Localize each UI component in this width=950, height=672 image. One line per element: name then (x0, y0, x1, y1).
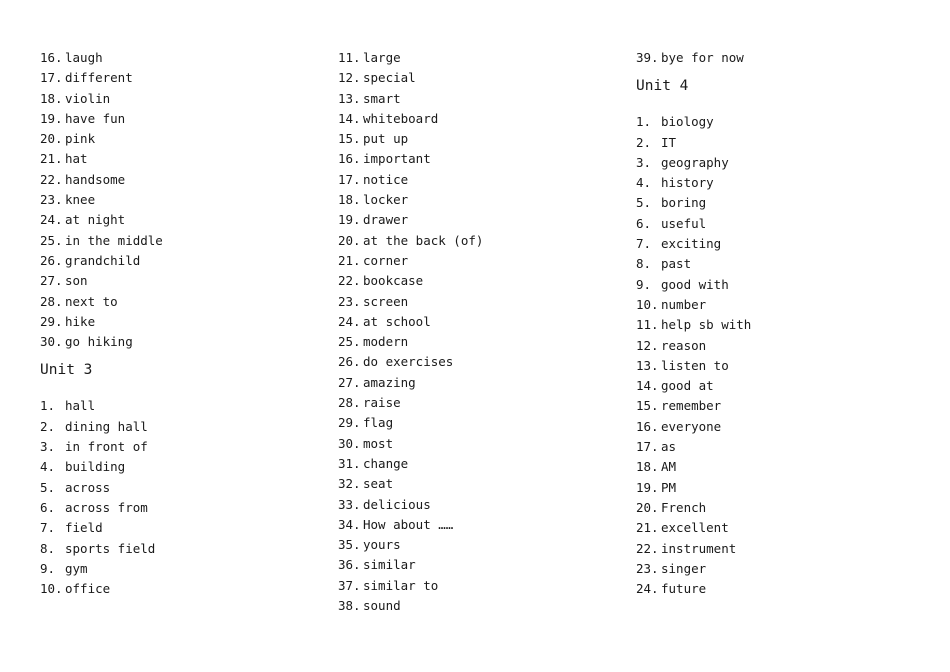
vocab-item (40, 210, 310, 230)
vocab-item (338, 89, 608, 109)
item-word: screen (363, 293, 409, 309)
vocab-item (636, 315, 926, 335)
item-number: 5. (636, 195, 652, 211)
item-word: help sb with (661, 317, 752, 333)
item-number: 5. (40, 479, 56, 495)
item-word: good at (661, 378, 714, 394)
item-number: 20. (636, 499, 659, 515)
item-word: future (661, 581, 707, 597)
item-word: across (65, 479, 111, 495)
item-word: remember (661, 398, 722, 414)
vocab-item (338, 373, 608, 393)
item-word: delicious (363, 496, 431, 512)
item-number: 2. (40, 418, 56, 434)
vocab-item (40, 271, 310, 291)
item-word: hike (65, 313, 96, 329)
vocab-item (636, 336, 926, 356)
vocab-item (40, 478, 310, 498)
item-word: different (65, 70, 133, 86)
item-number: 4. (40, 459, 56, 475)
vocab-item (338, 454, 608, 474)
vocab-item (40, 89, 310, 109)
item-number: 8. (40, 540, 56, 556)
item-number: 3. (40, 439, 56, 455)
item-word: geography (661, 154, 729, 170)
item-number: 36. (338, 557, 361, 573)
item-word: violin (65, 90, 111, 106)
item-number: 17. (636, 439, 659, 455)
item-word: number (661, 296, 707, 312)
vocab-item (338, 48, 608, 68)
item-number: 31. (338, 455, 361, 471)
item-word: similar (363, 557, 416, 573)
vocab-item (40, 312, 310, 332)
item-word: yours (363, 537, 401, 553)
item-number: 16. (636, 418, 659, 434)
vocabulary-column-1 (40, 48, 310, 599)
item-word: next to (65, 293, 118, 309)
item-number: 27. (40, 273, 63, 289)
item-word: go hiking (65, 334, 133, 350)
vocab-item (338, 332, 608, 352)
item-word: bye for now (661, 50, 744, 65)
item-word: laugh (65, 50, 103, 65)
unit-heading: Unit 3 (40, 362, 93, 379)
item-number: 24. (636, 581, 659, 597)
item-word: useful (661, 215, 707, 231)
vocab-item (338, 190, 608, 210)
item-word: pink (65, 131, 96, 147)
item-word: PM (661, 479, 677, 495)
vocab-item (636, 112, 926, 132)
vocab-item (636, 478, 926, 498)
item-word: at the back (of) (363, 232, 484, 248)
item-word: do exercises (363, 354, 454, 370)
item-number: 14. (338, 110, 361, 126)
vocab-item (40, 396, 310, 416)
item-number: 30. (40, 334, 63, 350)
item-number: 13. (636, 357, 659, 373)
vocab-item (636, 295, 926, 315)
item-number: 24. (338, 313, 361, 329)
item-word: gym (65, 560, 88, 576)
item-number: 1. (40, 398, 56, 414)
item-number: 16. (338, 151, 361, 167)
item-number: 22. (636, 540, 659, 556)
vocab-item (40, 251, 310, 271)
item-word: modern (363, 334, 409, 350)
vocab-item (636, 498, 926, 518)
item-number: 19. (40, 110, 63, 126)
item-word: have fun (65, 110, 126, 126)
vocab-item (338, 352, 608, 372)
vocab-item (338, 129, 608, 149)
item-number: 34. (338, 516, 361, 532)
item-word: seat (363, 476, 394, 492)
item-word: at school (363, 313, 431, 329)
item-word: grandchild (65, 252, 141, 268)
item-number: 2. (636, 134, 652, 150)
item-number: 25. (338, 334, 361, 350)
vocab-item (636, 254, 926, 274)
item-word: good with (661, 276, 729, 292)
vocab-item (338, 210, 608, 230)
item-word: office (65, 581, 111, 597)
item-word: exciting (661, 236, 722, 252)
vocabulary-column-3 (636, 48, 926, 599)
item-number: 35. (338, 537, 361, 553)
item-word: history (661, 175, 714, 191)
item-number: 7. (40, 520, 56, 536)
item-number: 21. (40, 151, 63, 167)
vocab-item (40, 129, 310, 149)
item-number: 39. (636, 50, 659, 65)
item-word: amazing (363, 374, 416, 390)
item-number: 29. (338, 415, 361, 431)
vocab-item (636, 559, 926, 579)
item-word: most (363, 435, 394, 451)
item-number: 13. (338, 90, 361, 106)
item-word: as (661, 439, 677, 455)
vocab-item (636, 48, 926, 68)
item-number: 7. (636, 236, 652, 252)
item-word: at night (65, 212, 126, 228)
vocab-item (40, 437, 310, 457)
vocab-item (40, 149, 310, 169)
item-number: 29. (40, 313, 63, 329)
vocab-item (636, 417, 926, 437)
item-word: in the middle (65, 232, 163, 248)
item-word: son (65, 273, 88, 289)
vocab-item (40, 170, 310, 190)
item-number: 26. (338, 354, 361, 370)
vocabulary-column-2 (338, 48, 608, 616)
vocab-item (636, 518, 926, 538)
item-number: 12. (338, 70, 361, 86)
vocab-item (40, 559, 310, 579)
item-word: similar to (363, 577, 439, 593)
item-number: 21. (636, 520, 659, 536)
item-number: 16. (40, 50, 63, 65)
vocab-item (40, 579, 310, 599)
item-word: past (661, 256, 692, 272)
item-word: building (65, 459, 126, 475)
item-number: 4. (636, 175, 652, 191)
item-word: notice (363, 171, 409, 187)
item-word: excellent (661, 520, 729, 536)
vocab-item (338, 555, 608, 575)
item-number: 18. (338, 192, 361, 208)
item-word: listen to (661, 357, 729, 373)
item-number: 6. (636, 215, 652, 231)
item-word: IT (661, 134, 677, 150)
item-word: sound (363, 598, 401, 614)
vocab-item (338, 515, 608, 535)
vocab-item (338, 596, 608, 616)
vocab-item (40, 457, 310, 477)
vocab-item (338, 495, 608, 515)
vocab-item (40, 292, 310, 312)
vocab-item (338, 393, 608, 413)
vocab-item (338, 434, 608, 454)
vocab-item (636, 376, 926, 396)
item-number: 18. (636, 459, 659, 475)
vocab-item (40, 539, 310, 559)
vocab-item (338, 231, 608, 251)
item-word: drawer (363, 212, 409, 228)
item-number: 22. (338, 273, 361, 289)
item-word: dining hall (65, 418, 148, 434)
item-number: 10. (636, 296, 659, 312)
item-word: reason (661, 337, 707, 353)
item-word: biology (661, 114, 714, 130)
item-word: smart (363, 90, 401, 106)
item-number: 15. (636, 398, 659, 414)
item-number: 32. (338, 476, 361, 492)
vocab-item (338, 68, 608, 88)
vocab-item (40, 417, 310, 437)
item-number: 17. (40, 70, 63, 86)
item-number: 20. (338, 232, 361, 248)
item-number: 9. (40, 560, 56, 576)
item-word: hall (65, 398, 96, 414)
item-word: locker (363, 192, 409, 208)
item-word: whiteboard (363, 110, 439, 126)
item-word: hat (65, 151, 88, 167)
item-word: special (363, 70, 416, 86)
vocab-item (40, 498, 310, 518)
item-number: 24. (40, 212, 63, 228)
vocab-item (40, 68, 310, 88)
vocab-item (636, 234, 926, 254)
item-number: 28. (40, 293, 63, 309)
item-number: 19. (338, 212, 361, 228)
item-number: 23. (636, 560, 659, 576)
item-number: 27. (338, 374, 361, 390)
item-number: 18. (40, 90, 63, 106)
vocab-item (338, 271, 608, 291)
vocab-item (40, 190, 310, 210)
item-number: 10. (40, 581, 63, 597)
item-number: 20. (40, 131, 63, 147)
vocab-item (636, 437, 926, 457)
vocab-item (636, 193, 926, 213)
item-number: 26. (40, 252, 63, 268)
item-number: 8. (636, 256, 652, 272)
vocab-item (338, 535, 608, 555)
item-word: boring (661, 195, 707, 211)
item-number: 28. (338, 395, 361, 411)
item-number: 37. (338, 577, 361, 593)
item-number: 3. (636, 154, 652, 170)
item-word: handsome (65, 171, 126, 187)
vocab-item (40, 109, 310, 129)
item-number: 11. (636, 317, 659, 333)
item-number: 17. (338, 171, 361, 187)
item-word: singer (661, 560, 707, 576)
item-word: How about …… (363, 516, 454, 532)
vocab-item (636, 275, 926, 295)
vocab-item (338, 170, 608, 190)
vocab-item (338, 109, 608, 129)
item-number: 25. (40, 232, 63, 248)
item-number: 12. (636, 337, 659, 353)
item-number: 33. (338, 496, 361, 512)
item-word: across from (65, 499, 148, 515)
item-number: 14. (636, 378, 659, 394)
vocab-item (40, 518, 310, 538)
vocab-item (636, 579, 926, 599)
item-number: 11. (338, 50, 361, 65)
item-word: field (65, 520, 103, 536)
item-number: 15. (338, 131, 361, 147)
item-word: important (363, 151, 431, 167)
item-number: 9. (636, 276, 652, 292)
vocab-item (338, 251, 608, 271)
vocab-item (636, 173, 926, 193)
vocab-item (338, 292, 608, 312)
item-word: bookcase (363, 273, 424, 289)
item-number: 23. (40, 192, 63, 208)
vocab-item (636, 457, 926, 477)
item-word: large (363, 50, 401, 65)
item-word: put up (363, 131, 409, 147)
item-word: change (363, 455, 409, 471)
item-word: instrument (661, 540, 737, 556)
item-word: French (661, 499, 707, 515)
vocab-item (40, 48, 310, 68)
item-number: 1. (636, 114, 652, 130)
item-number: 30. (338, 435, 361, 451)
vocab-item (338, 312, 608, 332)
vocab-item (338, 413, 608, 433)
item-word: knee (65, 192, 96, 208)
item-number: 38. (338, 598, 361, 614)
vocab-item (636, 133, 926, 153)
item-word: corner (363, 252, 409, 268)
item-number: 23. (338, 293, 361, 309)
item-number: 22. (40, 171, 63, 187)
vocab-item (40, 231, 310, 251)
vocab-item (636, 539, 926, 559)
item-word: flag (363, 415, 394, 431)
vocab-item (338, 149, 608, 169)
item-number: 21. (338, 252, 361, 268)
item-word: everyone (661, 418, 722, 434)
item-word: sports field (65, 540, 156, 556)
item-number: 19. (636, 479, 659, 495)
vocab-item (636, 153, 926, 173)
vocab-item (338, 576, 608, 596)
item-word: raise (363, 395, 401, 411)
vocab-item (40, 332, 310, 352)
vocab-item (338, 474, 608, 494)
item-number: 6. (40, 499, 56, 515)
item-word: AM (661, 459, 677, 475)
item-word: in front of (65, 439, 148, 455)
vocab-item (636, 356, 926, 376)
vocab-item (636, 214, 926, 234)
vocab-item (636, 396, 926, 416)
unit-heading: Unit 4 (636, 78, 689, 95)
